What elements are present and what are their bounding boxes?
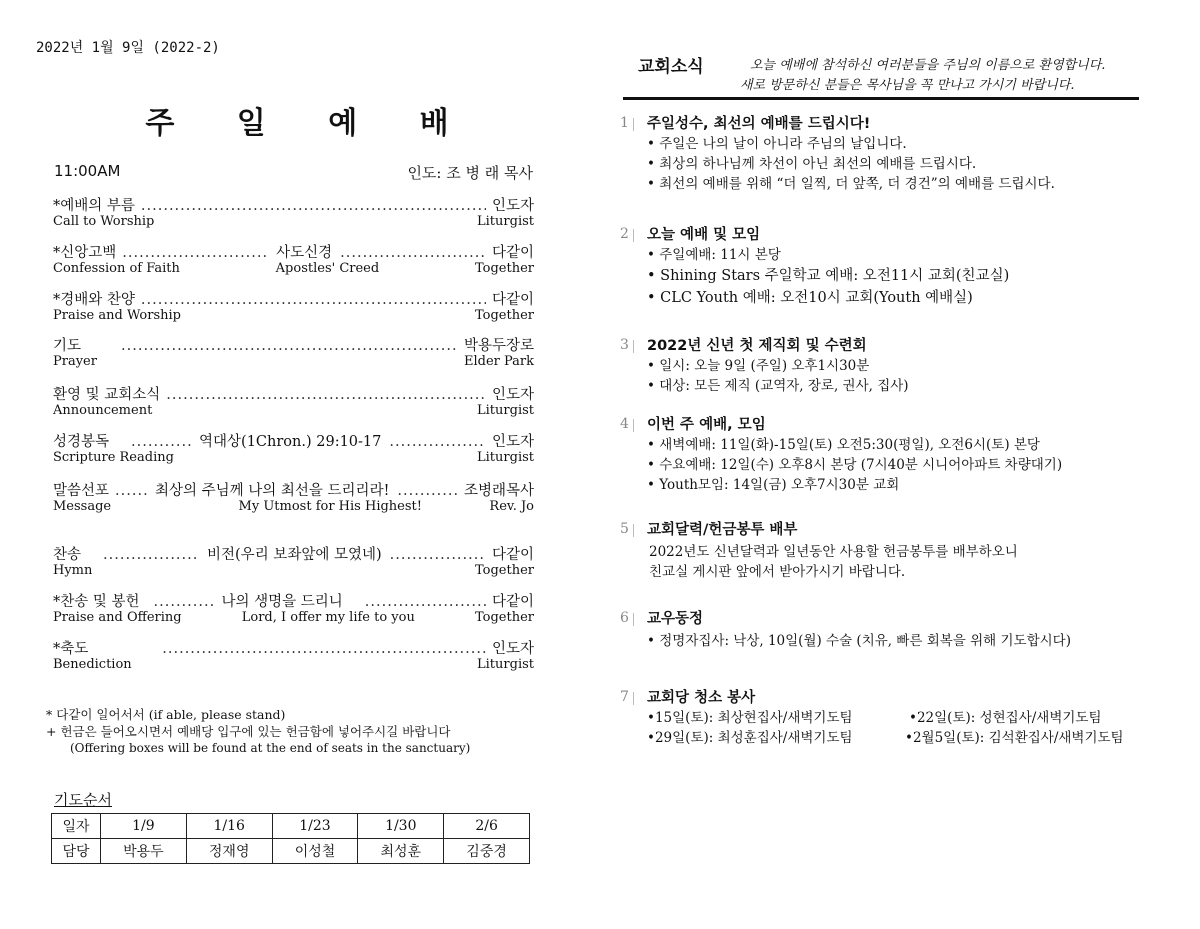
order-item: *경배와 찬양 ..... 다같이 Praise and Worship Together — [53, 288, 534, 324]
bulletin-date: 2022년 1월 9일 (2022-2) — [36, 40, 220, 56]
service-time: 11:00AM — [54, 162, 121, 180]
order-item: *축도 ..... 인도자 Benediction Liturgist — [53, 637, 534, 673]
cleaning-row: •29일(토): 최성훈집사/새벽기도팀 •2월5일(토): 김석환집사/새벽기도팀 — [647, 730, 1124, 746]
order-item: *찬송 및 봉헌 ..... 나의 생명을 드리니 ..... 다같이 Praise and Offering Lord, I offer my life to you Together — [53, 590, 534, 626]
order-item: 찬송 ..... 비전(우리 보좌앞에 모였네) ..... 다같이 Hymn Together — [53, 543, 534, 579]
news-section: 4 이번 주 예배, 모임 • 새벽예배: 11일(화)-15일(토) 오전5:30(평일), 오전6시(토) 본당 • 수요예배: 12일(수) 오후8시 본당 (7시40분 시니어아파트 차량대기) • Youth모임: 14일(금) 오후7시30분 교회 — [620, 416, 1063, 493]
order-item: 말씀선포 ..... 최상의 주님께 나의 최선을 드리리라! ..... 조병래목사 Message My Utmost for His Highest! Rev. Jo — [53, 479, 534, 515]
table-row: 일자 1/9 1/16 1/23 1/30 2/6 — [52, 814, 530, 839]
divider — [623, 97, 1139, 100]
order-item: 기도 ..... 박용두장로 Prayer Elder Park — [53, 334, 534, 370]
offering-note: + 헌금은 들어오시면서 예배당 입구에 있는 헌금함에 넣어주시길 바랍니다 — [46, 724, 451, 739]
order-item: *예배의 부름 ..... 인도자 Call to Worship Liturgist — [53, 194, 534, 230]
news-section: 2 오늘 예배 및 모임 • 주일예배: 11시 본당 • Shining Stars 주일학교 예배: 오전11시 교회(친교실) • CLC Youth 예배: 오전10시 교회(Youth 예배실) — [620, 226, 1010, 306]
prayer-schedule-title: 기도순서 — [54, 791, 112, 809]
service-leader: 인도: 조 병 래 목사 — [407, 164, 533, 182]
order-item: 환영 및 교회소식 ..... 인도자 Announcement Liturgist — [53, 383, 534, 419]
offering-note-en: (Offering boxes will be found at the end of seats in the sanctuary) — [70, 741, 471, 755]
notes — [46, 706, 470, 757]
news-section: 7 교회당 청소 봉사 •15일(토): 최상현집사/새벽기도팀 •22일(토): 성현집사/새벽기도팀 •29일(토): 최성훈집사/새벽기도팀 •2월5일(토): 김석환집사/새벽기도팀 — [620, 688, 1180, 748]
news-section: 5 교회달력/헌금봉투 배부 2022년도 신년달력과 일년동안 사용할 헌금봉투를 배부하오니 친교실 게시판 앞에서 받아가시기 바랍니다. — [620, 521, 1018, 580]
order-item: 성경봉독 ..... 역대상(1Chron.) 29:10-17 ..... 인도자 Scripture Reading Liturgist — [53, 430, 534, 466]
prayer-schedule-table — [51, 813, 530, 864]
news-section: 1 주일성수, 최선의 예배를 드립시다! • 주일은 나의 날이 아니라 주님의 날입니다. • 최상의 하나님께 차선이 아닌 최선의 예배를 드립시다. • 최선의 예배를 위해 “더 일찍, 더 앞쪽, 더 경건”의 예배를 드립시다. — [620, 115, 1055, 192]
news-section: 6 교우동정 • 정명자집사: 낙상, 10일(월) 수술 (치유, 빠른 회복을 위해 기도합시다) — [620, 610, 1071, 649]
welcome-message: 오늘 예배에 참석하신 여러분들을 주님의 이름으로 환영합니다. 새로 방문하신 분들은 목사님을 꼭 만나고 가시기 바랍니다. — [740, 58, 1106, 93]
stand-note: * 다같이 일어서서 (if able, please stand) — [46, 707, 286, 722]
table-row: 담당 박용두 정재영 이성철 최성훈 김중경 — [52, 839, 530, 864]
cleaning-row: •15일(토): 최상현집사/새벽기도팀 •22일(토): 성현집사/새벽기도팀 — [647, 710, 1102, 726]
news-section: 3 2022년 신년 첫 제직회 및 수련회 • 일시: 오늘 9일 (주일) 오후1시30분 • 대상: 모든 제직 (교역자, 장로, 권사, 집사) — [620, 337, 909, 394]
news-heading: 교회소식 — [638, 57, 704, 77]
order-item: *신앙고백 ..... 사도신경 ..... 다같이 Confession of Faith Apostles' Creed Together — [53, 241, 534, 277]
page-title: 주 일 예 배 — [145, 106, 475, 141]
